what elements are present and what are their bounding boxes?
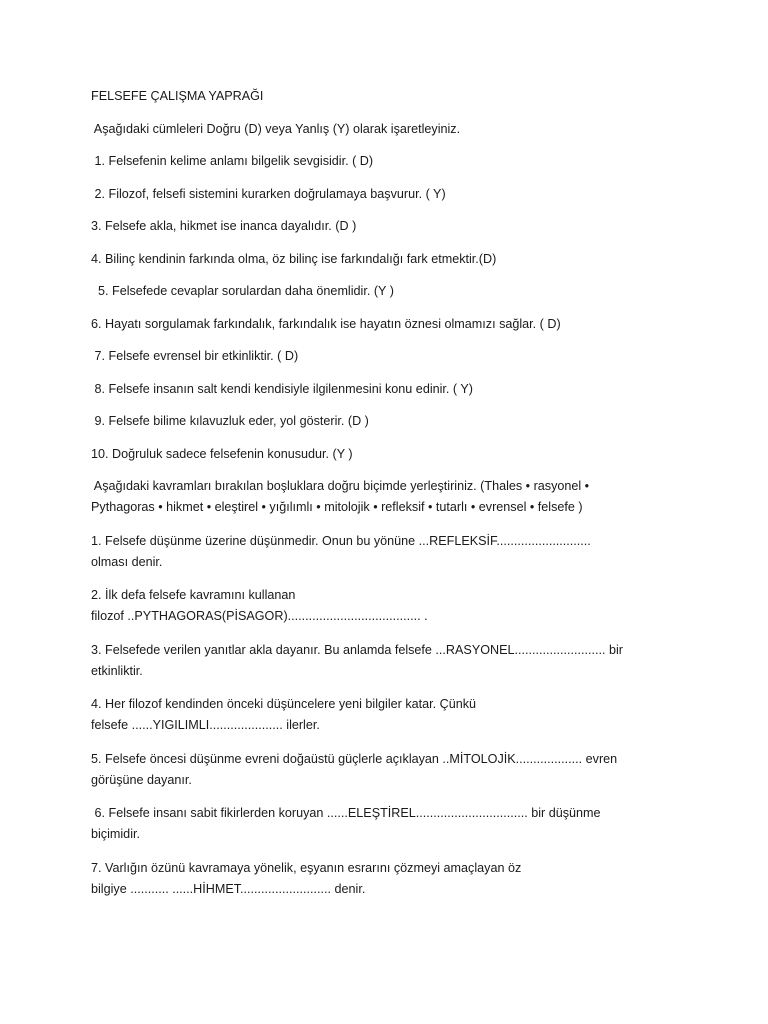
fill-blank-item	[91, 803, 691, 845]
true-false-item: 1. Felsefenin kelime anlamı bilgelik sevgisidir. ( D)	[91, 154, 374, 168]
fill-blank-line: 4. Her filozof kendinden önceki düşüncelere yeni bilgiler katar. Çünkü	[91, 697, 477, 711]
fill-blank-instruction	[91, 476, 691, 518]
true-false-item: 7. Felsefe evrensel bir etkinliktir. ( D)	[91, 349, 299, 363]
worksheet-title: FELSEFE ÇALIŞMA YAPRAĞI	[91, 89, 264, 103]
fill-blank-line: görüşüne dayanır.	[91, 772, 192, 787]
true-false-item: 9. Felsefe bilime kılavuzluk eder, yol gösterir. (D )	[91, 414, 369, 428]
fill-blank-line: biçimidir.	[91, 827, 140, 841]
fill-blank-line: bilgiye ........... ......HİHMET.......................... denir.	[91, 881, 366, 896]
fill-blank-line: filozof ..PYTHAGORAS(PİSAGOR)...................................... .	[91, 609, 428, 623]
fill-blank-item	[91, 858, 691, 900]
true-false-instruction: Aşağıdaki cümleleri Doğru (D) veya Yanlış (Y) olarak işaretleyiniz.	[91, 121, 461, 136]
fill-blank-item	[91, 531, 691, 573]
fill-blank-line: 7. Varlığın özünü kavramaya yönelik, eşyanın esrarını çözmeyi amaçlayan öz	[91, 860, 522, 875]
true-false-item: 8. Felsefe insanın salt kendi kendisiyle ilgilenmesini konu edinir. ( Y)	[91, 381, 473, 396]
true-false-item: 4. Bilinç kendinin farkında olma, öz bilinç ise farkındalığı fark etmektir.(D)	[91, 251, 497, 266]
fill-blank-item	[91, 640, 691, 682]
fill-blank-line: 1. Felsefe düşünme üzerine düşünmedir. Onun bu yönüne ...REFLEKSİF...........................	[91, 533, 591, 548]
fill-blank-line: olması denir.	[91, 554, 163, 569]
fill-blank-line: etkinliktir.	[91, 663, 143, 678]
fill-blank-line: felsefe ......YIGILIMLI..................... ilerler.	[91, 718, 320, 732]
fill-blank-line: 5. Felsefe öncesi düşünme evreni doğaüstü güçlerle açıklayan ..MİTOLOJİK................... evren	[91, 751, 618, 766]
true-false-item: 5. Felsefede cevaplar sorulardan daha önemlidir. (Y )	[91, 284, 394, 298]
fill-blank-item	[91, 585, 691, 627]
fill-blank-item	[91, 694, 691, 736]
worksheet-page	[91, 86, 691, 912]
fill-blank-line: 2. İlk defa felsefe kavramını kullanan	[91, 588, 296, 602]
instruction-line: Pythagoras • hikmet • eleştirel • yığılımlı • mitolojik • refleksif • tutarlı • evrensel • felsefe )	[91, 500, 583, 514]
instruction-line: Aşağıdaki kavramları bırakılan boşluklara doğru biçimde yerleştiriniz. (Thales • rasyonel •	[91, 479, 590, 493]
true-false-item: 3. Felsefe akla, hikmet ise inanca dayalıdır. (D )	[91, 219, 357, 233]
true-false-item: 10. Doğruluk sadece felsefenin konusudur. (Y )	[91, 446, 353, 461]
true-false-item: 6. Hayatı sorgulamak farkındalık, farkındalık ise hayatın öznesi olmamızı sağlar. ( D)	[91, 316, 561, 331]
fill-blank-item	[91, 749, 691, 791]
fill-blank-line: 3. Felsefede verilen yanıtlar akla dayanır. Bu anlamda felsefe ...RASYONEL.......................... bir	[91, 642, 623, 657]
true-false-item: 2. Filozof, felsefi sistemini kurarken doğrulamaya başvurur. ( Y)	[91, 186, 446, 201]
fill-blank-line: 6. Felsefe insanı sabit fikirlerden koruyan ......ELEŞTİREL................................ bir düşünme	[91, 806, 601, 820]
